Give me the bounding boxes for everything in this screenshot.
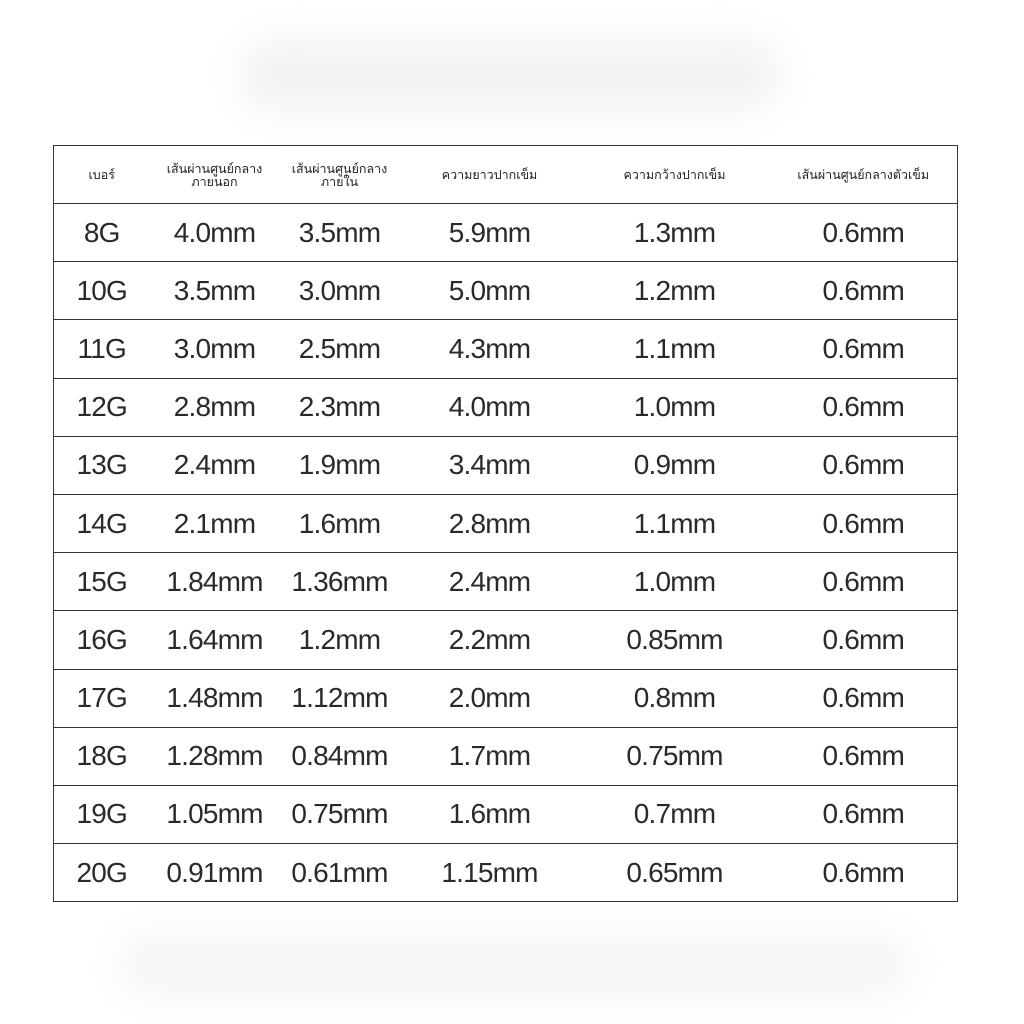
cell-tip-length: 3.4mm [400,436,580,494]
cell-outer-diameter: 1.05mm [150,785,280,843]
cell-tip-width: 0.7mm [580,785,770,843]
table-row [54,320,958,378]
cell-gauge: 15G [54,553,150,611]
cell-tip-width: 1.0mm [580,553,770,611]
cell-tip-length: 4.0mm [400,378,580,436]
cell-outer-diameter: 0.91mm [150,844,280,902]
cell-gauge: 10G [54,262,150,320]
cell-needle-diameter: 0.6mm [770,844,958,902]
cell-inner-diameter: 2.5mm [280,320,400,378]
table-row [54,844,958,902]
cell-outer-diameter: 3.5mm [150,262,280,320]
cell-tip-width: 1.3mm [633,216,716,248]
table-row [54,494,958,552]
cell-needle-diameter: 0.6mm [770,320,958,378]
cell-gauge: 20G [54,844,150,902]
header-tip-length: ความยาวปากเข็ม [400,146,580,204]
gauge-size-table [53,145,958,902]
table-row [54,204,958,262]
cell-tip-width: 1.2mm [580,262,770,320]
cell-tip-length: 5.0mm [400,262,580,320]
cell-needle-diameter: 0.6mm [770,669,958,727]
header-tip-width: ความกว้างปากเข็ม [580,146,770,204]
cell-tip-length: 5.9mm [448,216,531,248]
cell-outer-diameter: 1.84mm [150,553,280,611]
cell-inner-diameter: 1.6mm [280,494,400,552]
cell-tip-length: 2.2mm [400,611,580,669]
cell-tip-width: 0.75mm [580,727,770,785]
cell-gauge: 18G [54,727,150,785]
table-header-row [54,146,958,204]
cell-inner-diameter: 2.3mm [280,378,400,436]
table-row [54,611,958,669]
cell-gauge: 14G [54,494,150,552]
header-gauge: เบอร์ [54,146,150,204]
cell-tip-length: 1.7mm [400,727,580,785]
table-row [54,785,958,843]
cell-tip-width: 0.85mm [580,611,770,669]
cell-tip-width: 0.9mm [580,436,770,494]
cell-tip-width: 1.0mm [580,378,770,436]
background-smudge-top [240,40,780,110]
table-row [54,378,958,436]
cell-inner-diameter: 0.75mm [280,785,400,843]
cell-gauge: 17G [54,669,150,727]
cell-inner-diameter: 3.0mm [280,262,400,320]
cell-tip-length: 2.0mm [400,669,580,727]
cell-inner-diameter: 1.12mm [280,669,400,727]
table-row [54,669,958,727]
cell-inner-diameter: 0.84mm [280,727,400,785]
cell-tip-length: 2.8mm [400,494,580,552]
table-row [54,553,958,611]
cell-needle-diameter: 0.6mm [822,216,905,248]
table-row [54,436,958,494]
cell-outer-diameter: 1.48mm [150,669,280,727]
cell-outer-diameter: 2.8mm [150,378,280,436]
cell-gauge: 8G [83,216,120,248]
cell-needle-diameter: 0.6mm [770,262,958,320]
cell-needle-diameter: 0.6mm [770,727,958,785]
cell-outer-diameter: 2.1mm [150,494,280,552]
cell-inner-diameter: 0.61mm [280,844,400,902]
cell-outer-diameter: 1.64mm [150,611,280,669]
cell-outer-diameter: 4.0mm [173,216,256,248]
cell-outer-diameter: 3.0mm [150,320,280,378]
cell-tip-length: 4.3mm [400,320,580,378]
cell-tip-width: 1.1mm [580,494,770,552]
table-row [54,727,958,785]
cell-inner-diameter: 1.2mm [280,611,400,669]
header-inner-diameter: เส้นผ่านศูนย์กลาง ภายใน [280,146,400,204]
cell-gauge: 19G [54,785,150,843]
cell-gauge: 12G [54,378,150,436]
cell-outer-diameter: 2.4mm [150,436,280,494]
cell-tip-width: 1.1mm [580,320,770,378]
cell-needle-diameter: 0.6mm [770,785,958,843]
cell-tip-width: 0.8mm [580,669,770,727]
cell-gauge: 11G [54,320,150,378]
cell-needle-diameter: 0.6mm [770,553,958,611]
cell-inner-diameter: 1.9mm [280,436,400,494]
cell-gauge: 16G [54,611,150,669]
background-smudge-bottom [120,935,910,995]
cell-needle-diameter: 0.6mm [770,611,958,669]
table-row [54,262,958,320]
header-needle-diameter: เส้นผ่านศูนย์กลางตัวเข็ม [770,146,958,204]
cell-outer-diameter: 1.28mm [150,727,280,785]
cell-tip-length: 2.4mm [400,553,580,611]
cell-inner-diameter: 3.5mm [298,216,381,248]
cell-needle-diameter: 0.6mm [770,378,958,436]
cell-tip-length: 1.15mm [400,844,580,902]
cell-tip-length: 1.6mm [400,785,580,843]
cell-gauge: 13G [54,436,150,494]
cell-needle-diameter: 0.6mm [770,494,958,552]
header-outer-diameter: เส้นผ่านศูนย์กลาง ภายนอก [150,146,280,204]
cell-inner-diameter: 1.36mm [280,553,400,611]
cell-tip-width: 0.65mm [580,844,770,902]
cell-needle-diameter: 0.6mm [770,436,958,494]
